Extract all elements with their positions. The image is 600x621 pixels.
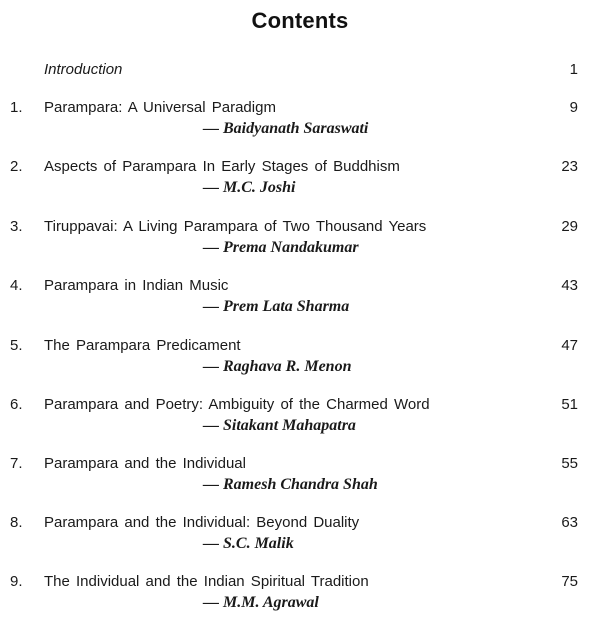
entry-number: 8. — [10, 514, 23, 531]
entry-author: — Sitakant Mahapatra — [203, 417, 356, 434]
entry-title: Parampara and the Individual — [44, 455, 246, 472]
entry-title: Introduction — [44, 61, 123, 78]
entry-page-number: 43 — [561, 277, 578, 294]
entry-author: — M.M. Agrawal — [203, 594, 319, 611]
entry-page-number: 75 — [561, 573, 578, 590]
entry-author: — Ramesh Chandra Shah — [203, 476, 378, 493]
entry-page-number: 9 — [569, 99, 578, 116]
entry-title: Parampara and Poetry: Ambiguity of the Charmed Word — [44, 396, 430, 413]
entry-title: The Parampara Predicament — [44, 337, 241, 354]
entry-author: — Prema Nandakumar — [203, 239, 359, 256]
entry-title: Parampara in Indian Music — [44, 277, 229, 294]
entry-page-number: 47 — [561, 337, 578, 354]
entry-number: 6. — [10, 396, 23, 413]
entry-author: — Raghava R. Menon — [203, 358, 352, 375]
entry-page-number: 63 — [561, 514, 578, 531]
page-title: Contents — [251, 8, 349, 33]
entry-title: Tiruppavai: A Living Parampara of Two Thousand Years — [44, 218, 427, 235]
entry-number: 2. — [10, 158, 23, 175]
entry-author: — M.C. Joshi — [203, 179, 296, 196]
entry-number: 3. — [10, 218, 23, 235]
entry-number: 1. — [10, 99, 23, 116]
entry-title: Parampara: A Universal Paradigm — [44, 99, 276, 116]
entry-author: — Prem Lata Sharma — [203, 298, 350, 315]
entry-page-number: 1 — [569, 61, 578, 78]
entry-author: — Baidyanath Saraswati — [203, 120, 369, 137]
entry-title: Parampara and the Individual: Beyond Duality — [44, 514, 360, 531]
entry-page-number: 51 — [561, 396, 578, 413]
entry-page-number: 29 — [561, 218, 578, 235]
entry-title: The Individual and the Indian Spiritual Tradition — [44, 573, 369, 590]
entry-number: 7. — [10, 455, 23, 472]
entry-number: 4. — [10, 277, 23, 294]
entry-title: Aspects of Parampara In Early Stages of Buddhism — [44, 158, 400, 175]
entry-page-number: 23 — [561, 158, 578, 175]
entry-author: — S.C. Malik — [203, 535, 294, 552]
entry-page-number: 55 — [561, 455, 578, 472]
entry-number: 9. — [10, 573, 23, 590]
entry-number: 5. — [10, 337, 23, 354]
